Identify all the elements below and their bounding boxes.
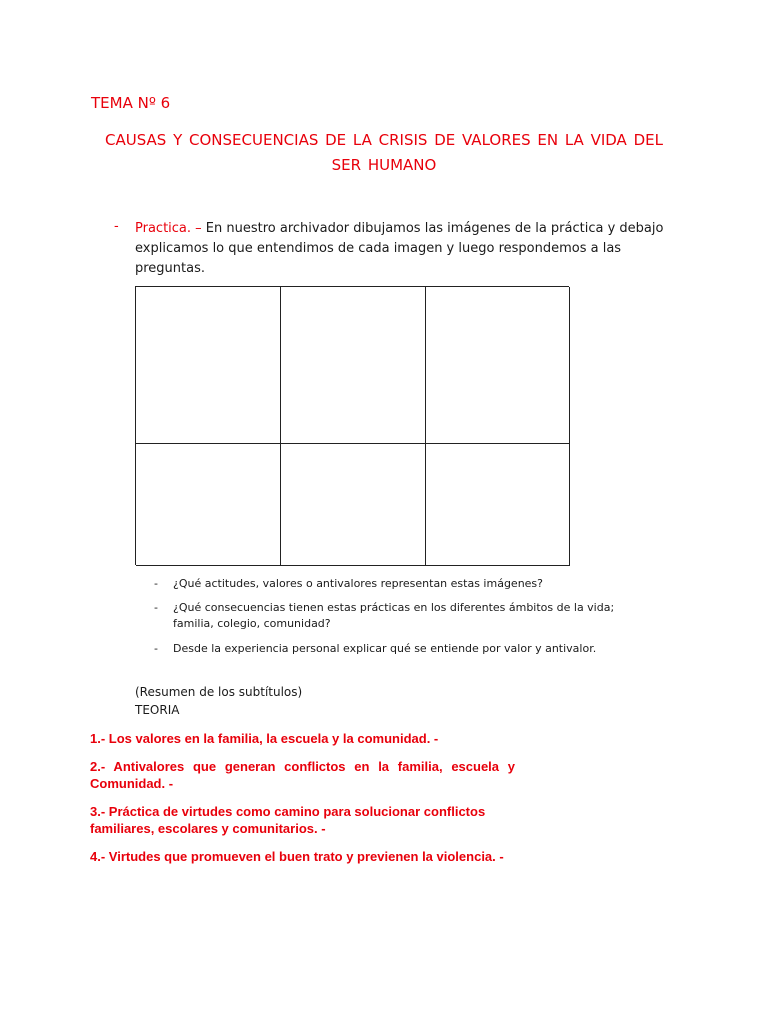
question-bullet: - bbox=[154, 642, 158, 655]
question-text: ¿Qué consecuencias tienen estas prácticas en los diferentes ámbitos de la vida; familia, colegio, comunidad? bbox=[173, 601, 615, 630]
bullet-dash: - bbox=[114, 219, 119, 234]
question-text: Desde la experiencia personal explicar qué se entiende por valor y antivalor. bbox=[173, 642, 597, 655]
theory-topic: 3.- Práctica de virtudes como camino para solucionar conflictos familiares, escolares y comunitarios. - bbox=[90, 804, 486, 836]
image-cell bbox=[426, 287, 570, 444]
summary-heading: TEORIA bbox=[135, 703, 180, 717]
image-cell bbox=[426, 444, 570, 566]
question-bullet: - bbox=[154, 601, 158, 614]
question-bullet: - bbox=[154, 577, 158, 590]
question-text: ¿Qué actitudes, valores o antivalores representan estas imágenes? bbox=[173, 577, 544, 590]
practice-text: En nuestro archivador dibujamos las imágenes de la práctica y debajo explicamos lo que entendimos de cada imagen y luego respondemos a las preguntas. bbox=[135, 221, 664, 276]
practice-instructions bbox=[135, 219, 680, 279]
image-cell bbox=[281, 287, 426, 444]
theory-topic: 1.- Los valores en la familia, la escuela y la comunidad. - bbox=[90, 731, 439, 746]
theory-topic: 2.- Antivalores que generan conflictos en la familia, escuela y Comunidad. - bbox=[90, 759, 515, 791]
summary-note: (Resumen de los subtítulos) bbox=[135, 685, 303, 699]
image-cell bbox=[136, 444, 281, 566]
page-title: CAUSAS Y CONSECUENCIAS DE LA CRISIS DE VALORES EN LA VIDA DEL SER HUMANO bbox=[105, 131, 663, 174]
practice-label: Practica. – bbox=[135, 221, 202, 236]
theory-topic: 4.- Virtudes que promueven el buen trato y previenen la violencia. - bbox=[90, 849, 504, 864]
topic-number: TEMA Nº 6 bbox=[91, 94, 171, 112]
image-cell bbox=[136, 287, 281, 444]
image-grid bbox=[135, 286, 569, 565]
image-cell bbox=[281, 444, 426, 566]
summary-block bbox=[135, 683, 302, 719]
